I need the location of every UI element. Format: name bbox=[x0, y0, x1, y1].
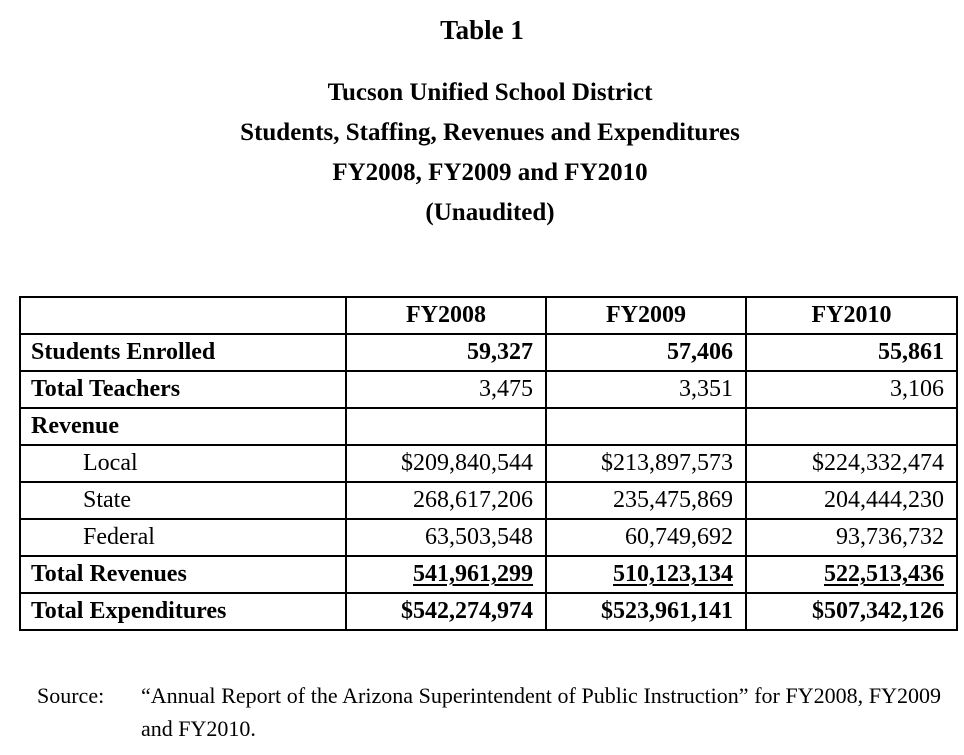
total-revenue-value: 522,513,436 bbox=[824, 561, 944, 587]
row-label-state: State bbox=[20, 482, 346, 519]
total-revenue-value: 510,123,134 bbox=[613, 561, 733, 587]
empty-cell bbox=[346, 408, 546, 445]
cell-value bbox=[346, 556, 546, 593]
financial-table bbox=[19, 296, 958, 631]
cell-value: 59,327 bbox=[346, 334, 546, 371]
subtitle-district: Tucson Unified School District bbox=[327, 79, 653, 106]
cell-value: 204,444,230 bbox=[746, 482, 957, 519]
cell-value: $213,897,573 bbox=[546, 445, 746, 482]
row-label-local: Local bbox=[20, 445, 346, 482]
table-title: Table 1 bbox=[440, 15, 524, 45]
header-cell-fy2008: FY2008 bbox=[346, 297, 546, 334]
row-label-total-teachers: Total Teachers bbox=[20, 371, 346, 408]
table-row bbox=[20, 445, 957, 482]
table-row bbox=[20, 408, 957, 445]
table-row bbox=[20, 334, 957, 371]
row-label-total-revenues: Total Revenues bbox=[20, 556, 346, 593]
cell-value: 93,736,732 bbox=[746, 519, 957, 556]
row-label-revenue: Revenue bbox=[20, 408, 346, 445]
table-row bbox=[20, 556, 957, 593]
cell-value: $542,274,974 bbox=[346, 593, 546, 630]
row-label-total-expenditures: Total Expenditures bbox=[20, 593, 346, 630]
cell-value: $523,961,141 bbox=[546, 593, 746, 630]
source-label: Source: bbox=[37, 683, 105, 708]
table-row bbox=[20, 371, 957, 408]
row-label-students-enrolled: Students Enrolled bbox=[20, 334, 346, 371]
total-revenue-value: 541,961,299 bbox=[413, 561, 533, 587]
table-row bbox=[20, 519, 957, 556]
subtitle-audit-status: (Unaudited) bbox=[425, 199, 555, 226]
cell-value: 63,503,548 bbox=[346, 519, 546, 556]
cell-value: $507,342,126 bbox=[746, 593, 957, 630]
empty-cell bbox=[546, 408, 746, 445]
table-header-row bbox=[20, 297, 957, 334]
cell-value: 57,406 bbox=[546, 334, 746, 371]
header-cell-fy2009: FY2009 bbox=[546, 297, 746, 334]
table-row bbox=[20, 482, 957, 519]
row-label-federal: Federal bbox=[20, 519, 346, 556]
cell-value: 235,475,869 bbox=[546, 482, 746, 519]
header-cell-label bbox=[20, 297, 346, 334]
cell-value: $224,332,474 bbox=[746, 445, 957, 482]
table-row bbox=[20, 593, 957, 630]
subtitle-topic: Students, Staffing, Revenues and Expenditures bbox=[240, 119, 740, 146]
cell-value bbox=[546, 556, 746, 593]
cell-value: 3,351 bbox=[546, 371, 746, 408]
source-text: “Annual Report of the Arizona Superintendent of Public Instruction” for FY2008, FY2009 and FY2010. bbox=[141, 683, 941, 741]
table-subtitle bbox=[0, 73, 964, 233]
header-cell-fy2010: FY2010 bbox=[746, 297, 957, 334]
cell-value: 268,617,206 bbox=[346, 482, 546, 519]
cell-value: 55,861 bbox=[746, 334, 957, 371]
cell-value: 3,106 bbox=[746, 371, 957, 408]
empty-cell bbox=[746, 408, 957, 445]
cell-value: 60,749,692 bbox=[546, 519, 746, 556]
cell-value: 3,475 bbox=[346, 371, 546, 408]
cell-value: $209,840,544 bbox=[346, 445, 546, 482]
subtitle-years: FY2008, FY2009 and FY2010 bbox=[332, 159, 648, 186]
cell-value bbox=[746, 556, 957, 593]
